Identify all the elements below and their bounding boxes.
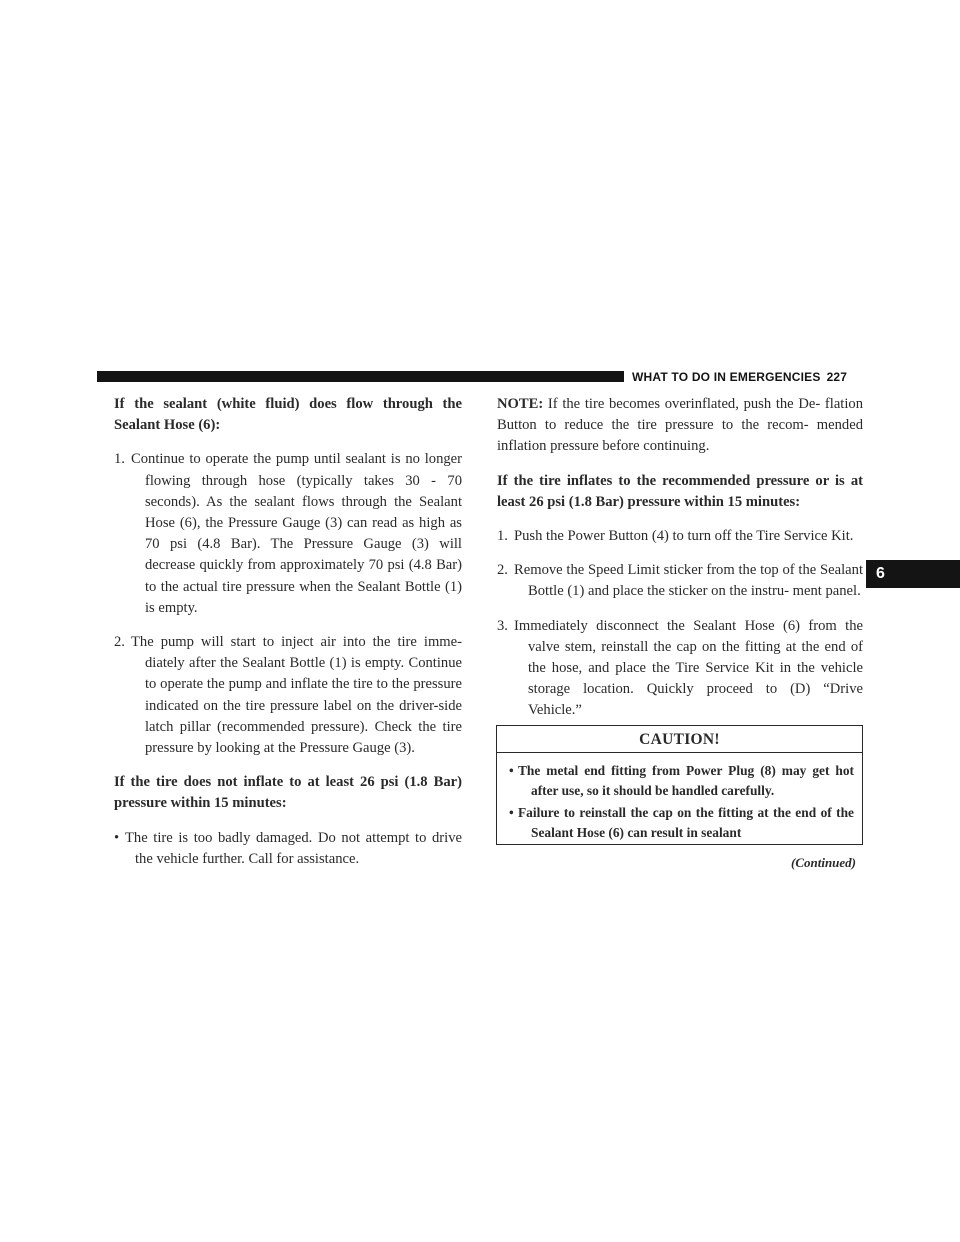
step-number: 2. [497, 562, 508, 579]
list-item [497, 616, 863, 722]
step-text: The pump will start to inject air into the tire imme- diately after the Sealant Bottle (1) is empty. Continue to operate the pump and inflate the tire to the pressure indicated on the tire pressure label on the driver-side latch pillar (recommended pressure). Check the tire pressure by looking at the Pressure Gauge (3). [131, 634, 462, 757]
bullet-text: The tire is too badly damaged. Do not attempt to drive the vehicle further. Call for assistance. [125, 829, 462, 867]
list-item [497, 560, 863, 602]
step-number: 3. [497, 617, 508, 634]
caution-box [496, 725, 863, 845]
continued-label: (Continued) [790, 855, 856, 870]
page-number: 227 [826, 370, 848, 384]
chapter-tab: 6 [866, 560, 960, 588]
heading-tire-inflates: If the tire inflates to the recommended pressure or is at least 26 psi (1.8 Bar) pressure within 15 minutes: [497, 472, 863, 510]
list-item [114, 828, 462, 870]
note-label: NOTE: [497, 396, 544, 412]
caution-text: The metal end fitting from Power Plug (8) may get hot after use, so it should be handled carefully. [518, 763, 854, 798]
step-number: 2. [114, 634, 125, 651]
section-title: WHAT TO DO IN EMERGENCIES [632, 370, 821, 384]
bullet-icon: • [509, 763, 514, 778]
bullet-icon: • [509, 805, 514, 820]
step-text: Continue to operate the pump until sealant is no longer flowing through hose (typically takes 30 - 70 seconds). As the sealant flows through the Sealant Hose (6), the Pressure Gauge (3) can read as high as 70 psi (4.8 Bar). The Pressure Gauge (3) will decrease quickly from approximately 70 psi (4.8 Bar) to the actual tire pressure when the Sealant Bottle (1) is empty. [131, 451, 462, 616]
left-column [114, 394, 462, 883]
note-text: If the tire becomes overinflated, push the De- flation Button to reduce the tire pressure to the recom- mended inflation pressure before continuing. [497, 396, 864, 455]
bullet-icon: • [114, 829, 120, 846]
running-header [632, 369, 864, 385]
heading-tire-not-inflate: If the tire does not inflate to at least 26 psi (1.8 Bar) pressure within 15 minutes: [114, 774, 462, 812]
list-item [114, 449, 462, 619]
step-number: 1. [497, 528, 508, 545]
list-item [509, 761, 854, 801]
step-text: Push the Power Button (4) to turn off the Tire Service Kit. [514, 528, 854, 545]
caution-text: Failure to reinstall the cap on the fitting at the end of the Sealant Hose (6) can result in sealant [518, 805, 854, 840]
step-number: 1. [114, 451, 125, 468]
caution-title: CAUTION! [497, 726, 862, 753]
list-item [497, 526, 863, 547]
note-paragraph [497, 394, 863, 458]
caution-body [497, 753, 862, 843]
header-rule [97, 371, 624, 382]
right-column [497, 394, 863, 735]
list-item [509, 803, 854, 843]
step-text: Remove the Speed Limit sticker from the top of the Sealant Bottle (1) and place the sticker on the instru- ment panel. [514, 562, 863, 600]
step-text: Immediately disconnect the Sealant Hose (6) from the valve stem, reinstall the cap on the fitting at the end of the hose, and place the Tire Service Kit in the vehicle storage location. Quickly proceed to (D) “Drive Vehicle.” [514, 617, 863, 719]
list-item [114, 632, 462, 759]
heading-sealant-flows: If the sealant (white fluid) does flow through the Sealant Hose (6): [114, 396, 462, 434]
